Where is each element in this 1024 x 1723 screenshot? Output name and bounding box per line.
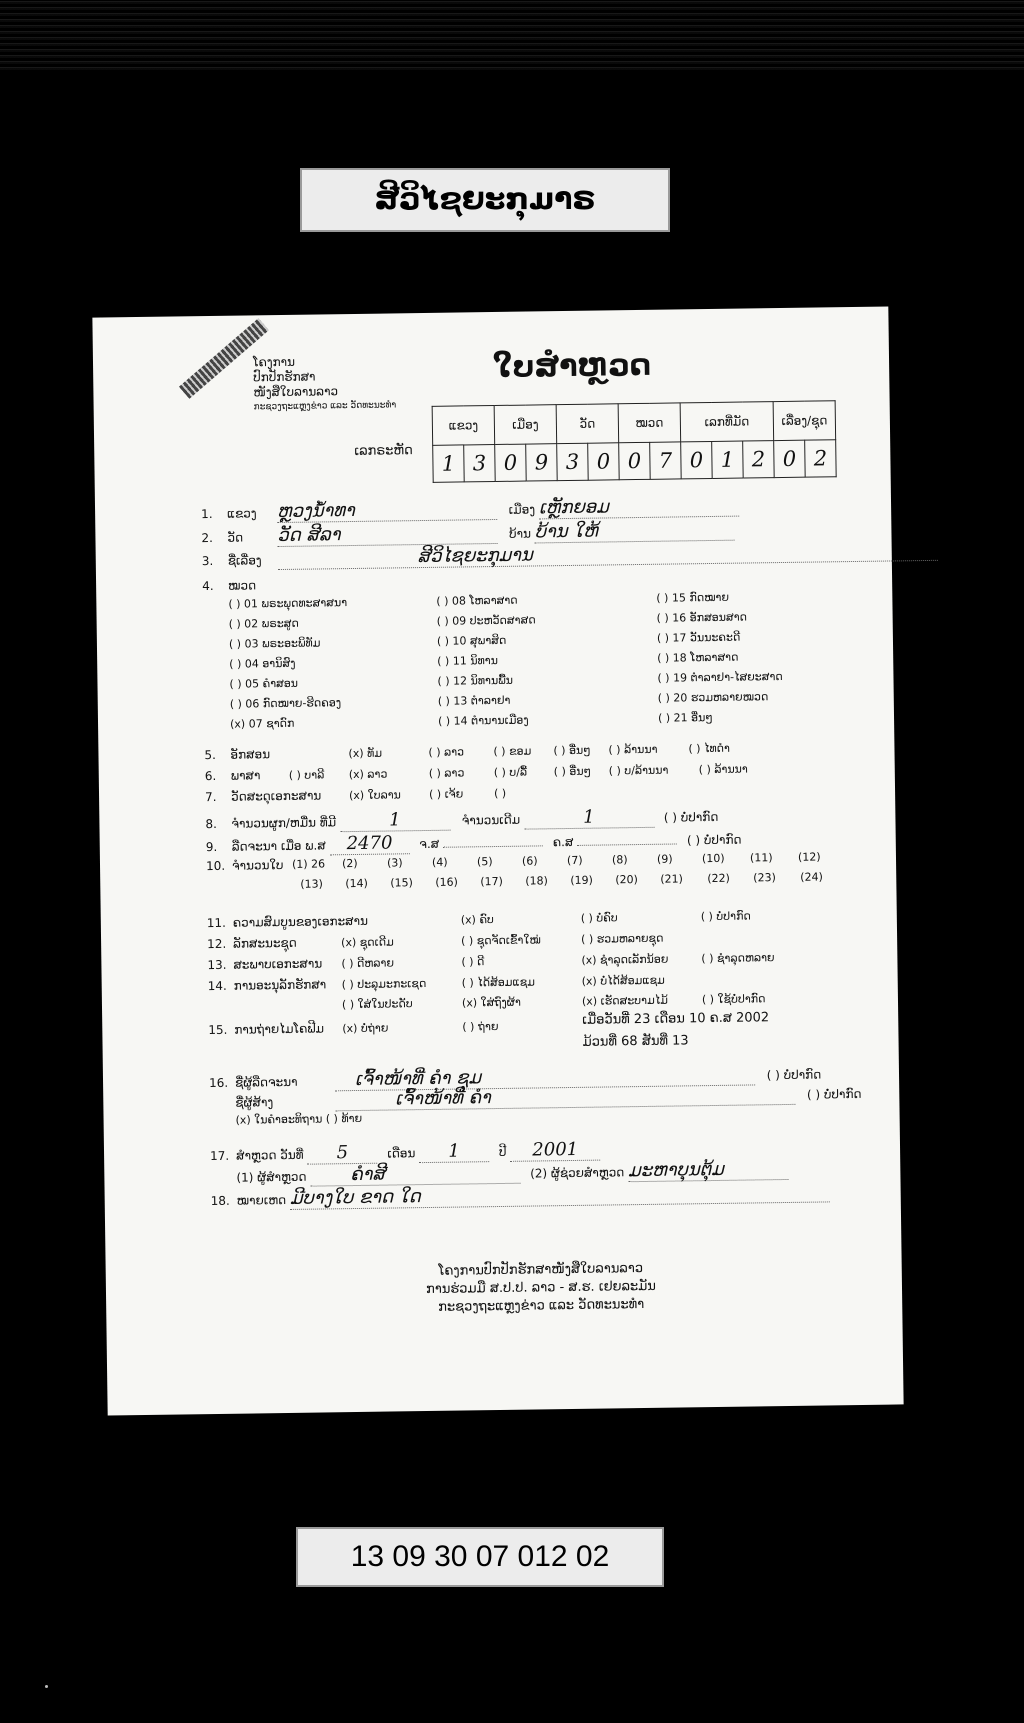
- conservation-option: (x) ບໍ່ໄດ້ສ້ອມແຊມ: [581, 973, 665, 988]
- category-option: ( ) 13 ຕໍາລາຢາ: [437, 693, 511, 708]
- material-option: (x) ໃບລານ: [348, 788, 401, 803]
- completeness-option: ( ) ບໍ່ປາກົດ: [700, 909, 751, 924]
- conservation-option: ( ) ໃສ່ໃນປະດັບ: [341, 997, 413, 1012]
- leaves-count: (14): [345, 876, 368, 891]
- completeness-option: (x) ຄົບ: [460, 913, 494, 927]
- category-option: ( ) 04 ອານິສົງ: [229, 656, 296, 671]
- row-language: 6. ພາສາ: [204, 768, 261, 784]
- row-survey-date: 17. ສໍາຫຼວດ ວັນທີ່ 5 ເດືອນ 1 ປີ 2001: [210, 1139, 600, 1166]
- leaves-count: (3): [386, 856, 403, 870]
- row-microfilm: 15. ການຖ່າຍໄມໂຄຟີມ: [208, 1021, 325, 1038]
- category-option: ( ) 06 ກົດໝາຍ-ຮີດຄອງ: [229, 696, 342, 711]
- reference-code-label: 13 09 30 07 012 02: [296, 1527, 664, 1587]
- form-title: ໃບສໍາຫຼວດ: [492, 347, 652, 386]
- category-option: ( ) 20 ຮວມຫລາຍໝວດ: [657, 690, 769, 705]
- row-leaves: 10. ຈໍານວນໃບ: [205, 857, 284, 874]
- category-option: ( ) 01 ພຣະພຸດທະສາສນາ: [228, 596, 348, 611]
- leaves-count: (2): [341, 856, 358, 871]
- script-option: ( ) ລາວ: [428, 745, 465, 759]
- row-conservation: 14. ການອະນຸລັກຮັກສາ: [207, 977, 327, 994]
- script-option: (x) ທັມ: [348, 746, 383, 761]
- row-bundles: 8. ຈໍານວນຜູກ/ຫມື່ນ ທີ່ມີ 1 ຈໍານວນເດີມ 1 ( ) ບໍ່ປາກົດ: [205, 806, 719, 832]
- material-option: ( ): [493, 786, 507, 801]
- leaves-count: (10): [701, 851, 725, 866]
- condition-option: ( ) ດີ: [461, 955, 485, 969]
- category-option: ( ) 11 ນິທານ: [437, 653, 498, 668]
- leaves-count: (17): [480, 874, 503, 889]
- set-type-option: (x) ຊຸດເດີມ: [341, 935, 394, 950]
- category-option: ( ) 05 ຄໍາສອນ: [229, 676, 299, 691]
- completeness-option: ( ) ບໍ່ຄົບ: [580, 911, 618, 925]
- row-date-written: 9. ລືດຈະນາ ເມື່ອ ພ.ສ 2470 ຈ.ສ ຄ.ສ ( ) ບໍ່ປາກົດ: [205, 832, 742, 855]
- leaves-count: (4): [431, 855, 448, 869]
- leaves-count: (12): [797, 850, 821, 864]
- category-option: ( ) 21 ອື່ນໆ: [657, 710, 713, 725]
- category-option: ( ) 08 ໂຫລາສາດ: [436, 593, 518, 608]
- condition-option: (x) ຊໍາລຸດເລັກນ້ອຍ: [581, 952, 669, 967]
- leaves-count: (9): [656, 852, 673, 866]
- leaves-count: (13): [300, 877, 323, 891]
- scan-noise: [0, 0, 1024, 70]
- leaves-count: (7): [566, 853, 583, 868]
- script-option: ( ) ອື່ນໆ: [553, 743, 591, 758]
- row-temple: 2. ວັດ ວັດ ສີລາ ບ້ານ ບ້ານ ໃຫ້: [201, 519, 735, 548]
- script-option: ( ) ລ້ານນາ: [608, 742, 658, 757]
- category-option: ( ) 16 ອັກສອນສາດ: [656, 610, 748, 625]
- category-option: ( ) 10 ສຸພາສິດ: [436, 633, 507, 648]
- category-option: ( ) 15 ກົດໝາຍ: [656, 590, 730, 605]
- microfilm-option: (x) ບໍ່ຖ່າຍ: [342, 1021, 389, 1036]
- row-set-type: 12. ລັກສະນະຊຸດ: [207, 935, 297, 952]
- leaves-count: (1) 26: [291, 857, 326, 871]
- set-type-option: ( ) ຮວມຫລາຍຊຸດ: [581, 931, 664, 946]
- category-option: ( ) 14 ຕໍານານເມືອງ: [437, 713, 529, 728]
- leaves-count: (23): [753, 871, 776, 885]
- row-scribe: 16. ຊື່ຜູ້ລືດຈະນາ ເຈົ້າໜ້າທີ່ ຄຳ ຊຸມ ( ) ບໍ່ປາກົດ: [209, 1063, 821, 1094]
- category-option: ( ) 02 ພຣະສູດ: [228, 616, 299, 631]
- language-option: ( ) ບ/ລ້ານນາ: [608, 763, 669, 778]
- sponsor-note-option: (x) ໃນຄໍາອະທິຖານ ( ) ທ້າຍ: [235, 1111, 363, 1127]
- microfilm-option: ( ) ຖ່າຍ: [462, 1020, 499, 1034]
- leaves-count: (6): [521, 854, 538, 868]
- material-option: ( ) ເຈ້ຍ: [428, 787, 464, 801]
- leaves-count: (5): [476, 855, 493, 869]
- set-type-option: ( ) ຊຸດຈັດເຂົ້າໃໝ່: [461, 933, 541, 948]
- language-option: ( ) ອື່ນໆ: [553, 764, 592, 779]
- category-option: ( ) 12 ນິທານພື້ນ: [437, 673, 514, 688]
- title-label: ສີວິໄຊຍະກຸມາຣ: [300, 168, 670, 232]
- leaves-count: (20): [615, 873, 638, 887]
- script-option: ( ) ຂອມ: [493, 744, 532, 759]
- row-sponsor: ຊື່ຜູ້ສ້າງ ເຈົ້າໜ້າທີ່ ຄຳ ( ) ບໍ່ປາກົດ: [235, 1082, 861, 1113]
- language-option: (x) ລາວ: [348, 767, 388, 782]
- row-category: 4. ໝວດ: [202, 578, 257, 594]
- script-option: ( ) ໄທດໍາ: [688, 741, 731, 756]
- leaves-count: (22): [707, 871, 730, 886]
- survey-form: [92, 306, 903, 1415]
- category-option: ( ) 19 ຕໍາລາຢາ-ໄສຍະສາດ: [657, 670, 783, 685]
- category-option: (x) 07 ຊາດົກ: [229, 716, 295, 731]
- conservation-option: ( ) ປະລຸມະກະເຊດ: [341, 977, 427, 992]
- row-completeness: 11. ຄວາມສົມບູນຂອງເອກະສານ: [206, 913, 369, 931]
- condition-option: ( ) ຊໍາລຸດຫລາຍ: [701, 951, 775, 966]
- language-option: ( ) ບ/ລື້: [493, 765, 528, 780]
- dust-speck: [45, 1685, 48, 1688]
- category-option: ( ) 18 ໂຫລາສາດ: [657, 650, 739, 665]
- row-surveyors: (1) ຜູ້ສໍາຫຼວດ ຄໍາສີ (2) ຜູ້ຊ່ວຍສໍາຫຼວດ ມະຫາບຸນຕຸ້ມ: [236, 1158, 788, 1188]
- condition-option: ( ) ດີຫລາຍ: [341, 956, 395, 971]
- code-label: ເລກຣະຫັດ: [354, 443, 413, 459]
- conservation-option: ( ) ໄດ້ສ້ອມແຊມ: [461, 975, 536, 990]
- leaves-count: (24): [800, 870, 823, 884]
- microfilm-date: ເມື່ອວັນທີ່ 23 ເດືອນ 10 ຄ.ສ 2002: [582, 1010, 770, 1028]
- leaves-count: (11): [749, 851, 773, 865]
- row-province: 1. ແຂວງ ຫຼວງນໍ້າທາ ເມືອງ ເຫຼັກຍອມ: [201, 495, 739, 525]
- row-material: 7. ວັດສະດຸເອກະສານ: [204, 788, 322, 805]
- leaves-count: (19): [570, 873, 593, 887]
- leaves-count: (21): [660, 872, 683, 886]
- conservation-option: ( ) ໃຊ້ບໍ່ປາກົດ: [701, 992, 766, 1007]
- row-script: 5. ອັກສອນ: [204, 747, 271, 763]
- form-footer: ໂຄງການປົກປັກຮັກສາໜັງສືໃບລານລາວ ການຮ່ວມມື ສ.ປ.ປ. ລາວ - ສ.ຮ. ເຢຍລະມັນ ກະຊວງຖະແຫຼງຂ່າວ ແລະ ວັດທະນະທໍາ: [425, 1261, 656, 1315]
- category-option: ( ) 17 ວັນນະຄະດີ: [656, 630, 741, 645]
- microfilm-roll: ມ້ວນທີ່ 68 ສັນທີ່ 13: [582, 1033, 689, 1050]
- row-remarks: 18. ໝາຍເຫດ ມີບາງໃບ ຂາດ ໃດ: [211, 1180, 830, 1211]
- language-option: ( ) ລ້ານນາ: [698, 762, 748, 777]
- leaves-count: (16): [435, 875, 458, 889]
- office-block: ໂຄງການ ປົກປັກຮັກສາ ໜັງສືໃບລານລາວ ກະຊວງຖະແຫຼງຂ່າວ ແລະ ວັດທະນະທໍາ: [252, 354, 397, 413]
- language-option: ( ) ບາລີ: [288, 768, 325, 782]
- language-option: ( ) ລາວ: [428, 766, 465, 780]
- code-table: ແຂວງ ເມືອງ ວັດ ໝວດ ເລກທີ່ມັດ ເລື່ອງ/ຊຸດ 1 3 0 9 3 0 0 7 0 1 2 0 2: [432, 400, 837, 483]
- conservation-option: (x) ເຮັດສະບາມໄມ້: [581, 993, 668, 1008]
- leaves-count: (18): [525, 874, 548, 888]
- row-title: 3. ຊື່ເລື່ອງ ສີວິໄຊຍະກຸມານ: [202, 539, 938, 571]
- leaves-count: (8): [611, 853, 628, 867]
- leaves-count: (15): [390, 876, 413, 890]
- category-option: ( ) 09 ປະຫວັດສາສດ: [436, 613, 536, 628]
- row-condition: 13. ສະພາບເອກະສານ: [207, 956, 323, 973]
- category-option: ( ) 03 ພຣະອະພິທັມ: [228, 636, 321, 651]
- conservation-option: (x) ໃສ່ຖົງຜ້າ: [461, 995, 521, 1010]
